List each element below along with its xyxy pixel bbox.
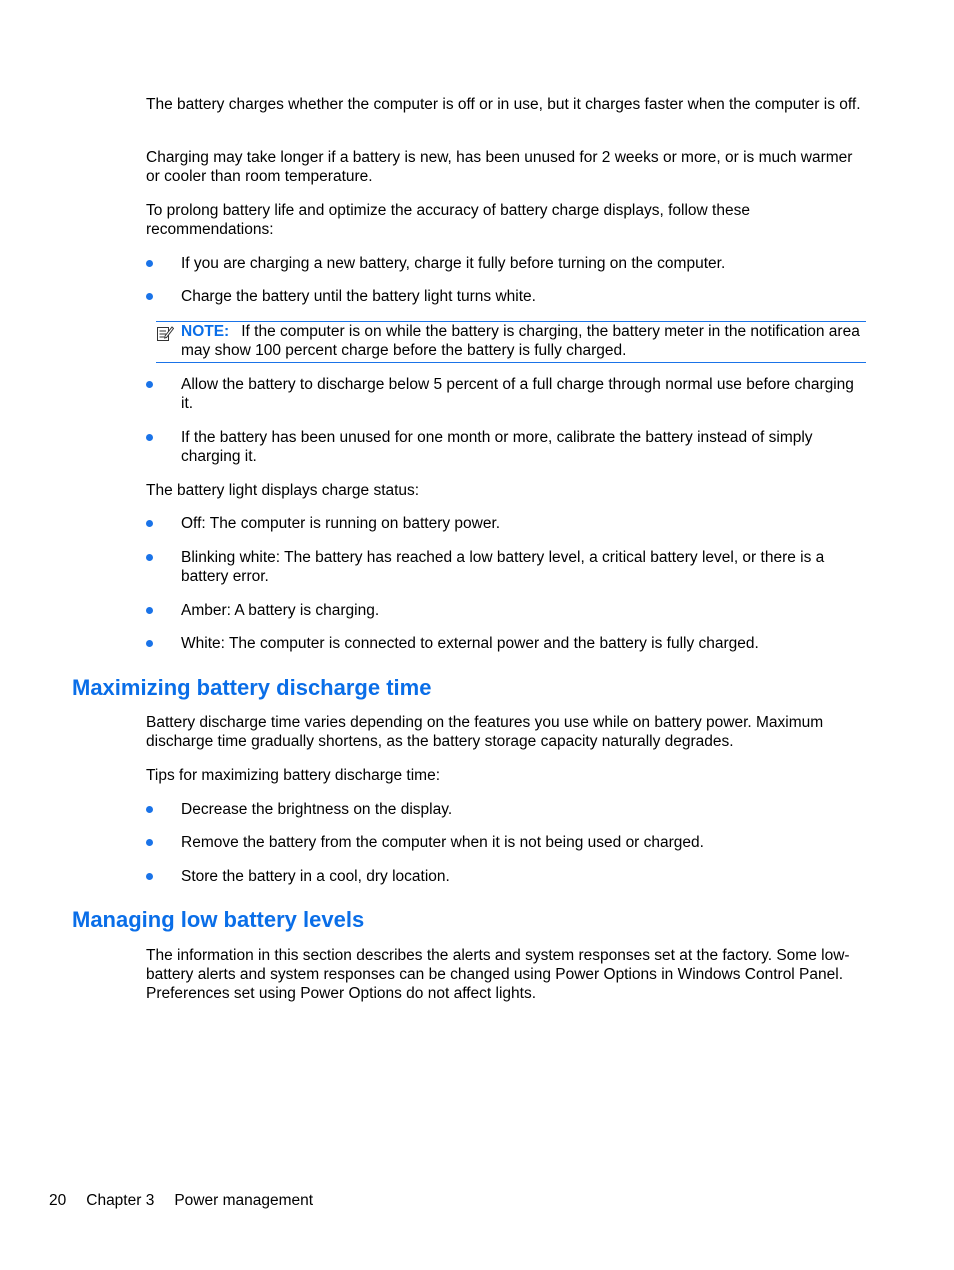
battery-light-intro: The battery light displays charge status:: [146, 482, 420, 499]
intro-paragraph-2: Charging may take longer if a battery is new, has been unused for 2 weeks or more, or is much warmer or cooler than room temperature.: [146, 149, 853, 185]
bullet-icon: [146, 381, 153, 388]
intro-paragraph-1: The battery charges whether the computer is off or in use, but it charges faster when the computer is off.: [146, 96, 861, 113]
bullet-icon: [146, 520, 153, 527]
bullet-icon: [146, 607, 153, 614]
list-item-text: Amber: A battery is charging.: [181, 602, 380, 619]
section2-paragraph: The information in this section describes the alerts and system responses set at the factory. Some low-battery alerts and system responses can be changed using Power Options in Windows Control Panel. Preferences set using Power Options do not affect lights.: [146, 947, 850, 1002]
list-item-text: Allow the battery to discharge below 5 percent of a full charge through normal use before charging it.: [181, 376, 854, 412]
section-heading-maximizing: Maximizing battery discharge time: [72, 675, 432, 700]
footer-chapter-title: Power management: [174, 1192, 314, 1209]
note-label: NOTE:: [181, 323, 230, 340]
footer-chapter: Chapter 3: [86, 1192, 155, 1209]
section-heading-managing: Managing low battery levels: [72, 907, 365, 932]
note-box: [156, 321, 866, 363]
bullet-icon: [146, 293, 153, 300]
list-item-text: Remove the battery from the computer when it is not being used or charged.: [181, 834, 704, 851]
list-item-text: White: The computer is connected to external power and the battery is fully charged.: [181, 635, 759, 652]
bullet-icon: [146, 806, 153, 813]
tips-intro: Tips for maximizing battery discharge time:: [146, 767, 441, 784]
list-item-text: Decrease the brightness on the display.: [181, 801, 453, 818]
bullet-icon: [146, 554, 153, 561]
bullet-icon: [146, 434, 153, 441]
note-text: If the computer is on while the battery is charging, the battery meter in the notification area may show 100 percent charge before the battery is fully charged.: [181, 323, 860, 359]
bullet-icon: [146, 873, 153, 880]
note-body: [181, 322, 866, 360]
note-pencil-icon: [156, 324, 174, 342]
list-item-text: If you are charging a new battery, charge it fully before turning on the computer.: [181, 255, 726, 272]
list-item-text: Charge the battery until the battery light turns white.: [181, 288, 536, 305]
section1-paragraph: Battery discharge time varies depending on the features you use while on battery power. Maximum discharge time gradually shortens, as the battery storage capacity naturally degrades.: [146, 714, 824, 750]
page-footer: [49, 1191, 333, 1210]
intro-paragraph-3: To prolong battery life and optimize the accuracy of battery charge displays, follow these recommendations:: [146, 202, 750, 238]
bullet-icon: [146, 640, 153, 647]
page-number: 20: [49, 1192, 67, 1209]
list-item-text: Off: The computer is running on battery power.: [181, 515, 501, 532]
bullet-icon: [146, 839, 153, 846]
bullet-icon: [146, 260, 153, 267]
list-item-text: If the battery has been unused for one month or more, calibrate the battery instead of simply charging it.: [181, 429, 813, 465]
list-item-text: Blinking white: The battery has reached a low battery level, a critical battery level, or there is a battery error.: [181, 549, 825, 585]
list-item-text: Store the battery in a cool, dry location.: [181, 868, 450, 885]
